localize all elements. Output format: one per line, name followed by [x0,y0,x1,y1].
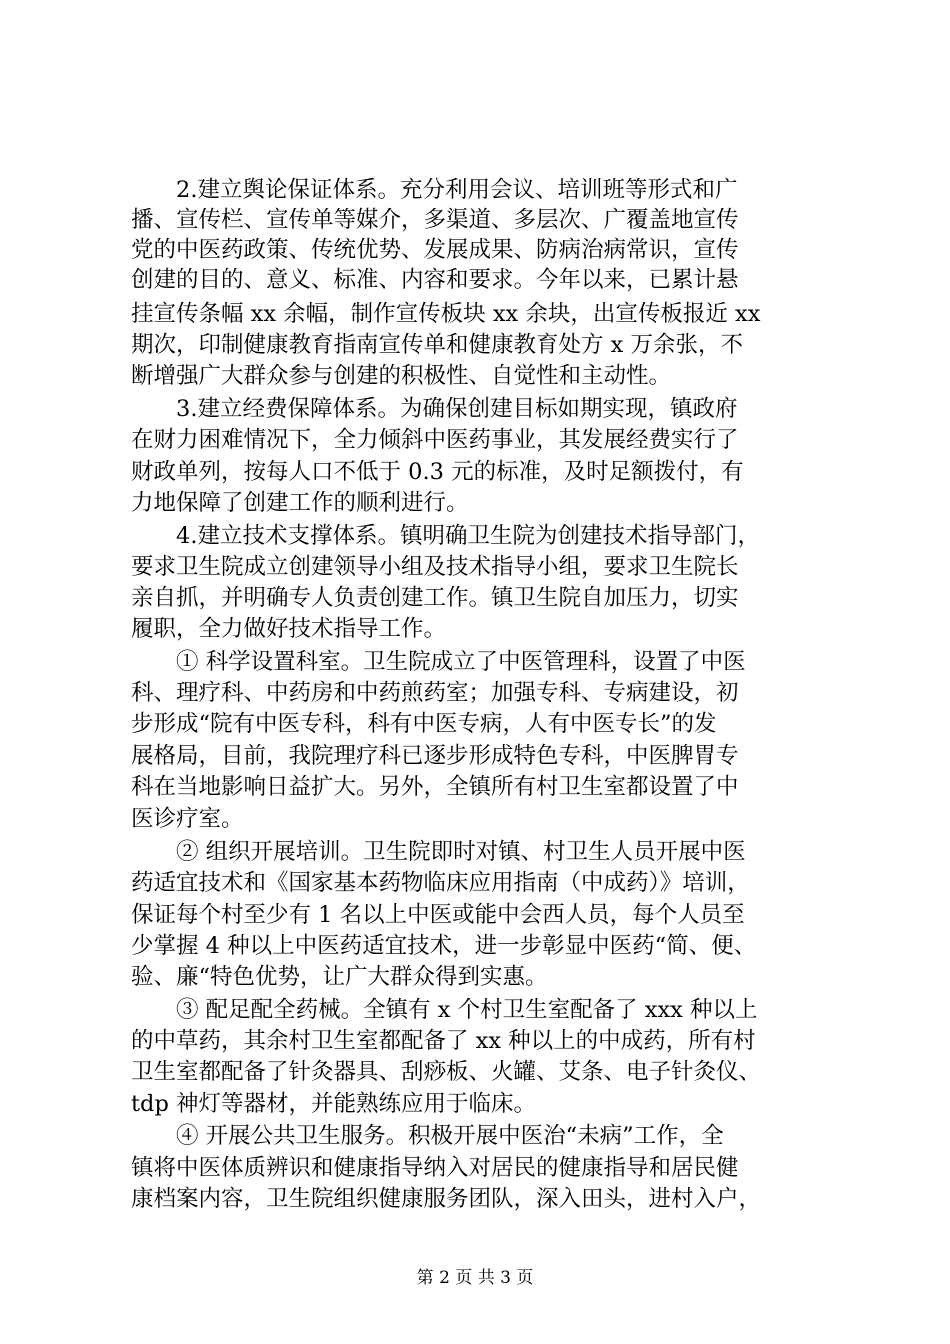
paragraph-line: ① 科学设置科室。卫生院成立了中医管理科，设置了中医 [176,649,746,675]
paragraph-line: 创建的目的、意义、标准、内容和要求。今年以来，已累计悬 [131,267,739,293]
paragraph-line: 验、廉“特色优势，让广大群众得到实惠。 [131,964,548,990]
paragraph-line: 要求卫生院成立创建领导小组及技术指导小组，要求卫生院长 [131,554,739,580]
paragraph-line: 镇将中医体质辨识和健康指导纳入对居民的健康指导和居民健 [131,1155,739,1181]
paragraph-line: 亲自抓，并明确专人负责创建工作。镇卫生院自加压力，切实 [131,585,739,611]
paragraph-line: 履职，全力做好技术指导工作。 [131,616,447,642]
paragraph-line: 断增强广大群众参与创建的积极性、自觉性和主动性。 [131,363,672,389]
paragraph-line: 2.建立舆论保证体系。充分利用会议、培训班等形式和广 [176,177,738,203]
paragraph-line: tdp 神灯等器材，并能熟练应用于临床。 [131,1091,537,1117]
paragraph-line: 的中草药，其余村卫生室都配备了 xx 种以上的中成药，所有村 [131,1028,756,1054]
paragraph-line: 保证每个村至少有 1 名以上中医或能中会西人员，每个人员至 [131,902,745,928]
paragraph-line: 科在当地影响日益扩大。另外，全镇所有村卫生室都设置了中 [131,774,739,800]
paragraph-line: 卫生室都配备了针灸器具、刮痧板、火罐、艾条、电子针灸仪、 [131,1059,762,1085]
paragraph-line: 播、宣传栏、宣传单等媒介，多渠道、多层次、广覆盖地宣传 [131,207,739,233]
paragraph-line: 展格局，目前，我院理疗科已逐步形成特色专科，中医脾胃专 [131,743,739,769]
paragraph-line: 期次，印制健康教育指南宣传单和健康教育处方 x 万余张，不 [131,332,743,358]
paragraph-line: 在财力困难情况下，全力倾斜中医药事业，其发展经费实行了 [131,427,739,453]
paragraph-line: ④ 开展公共卫生服务。积极开展中医治“未病”工作，全 [176,1123,724,1149]
paragraph-line: 力地保障了创建工作的顺利进行。 [131,490,469,516]
paragraph-line: 财政单列，按每人口不低于 0.3 元的标准，及时足额拨付，有 [131,459,744,485]
paragraph-line: ② 组织开展培训。卫生院即时对镇、村卫生人员开展中医 [176,839,746,865]
paragraph-line: 党的中医药政策、传统优势、发展成果、防病治病常识，宣传 [131,237,739,263]
paragraph-line: ③ 配足配全药械。全镇有 x 个村卫生室配备了 xxx 种以上 [176,997,758,1023]
page-number-footer: 第 2 页 共 3 页 [416,1268,534,1288]
paragraph-line: 康档案内容，卫生院组织健康服务团队，深入田头，进村入户， [131,1186,762,1212]
paragraph-line: 少掌握 4 种以上中医药适宜技术，进一步彰显中医药“简、便、 [131,933,757,959]
paragraph-line: 挂宣传条幅 xx 余幅，制作宣传板块 xx 余块，出宣传板报近 xx [131,301,761,327]
paragraph-line: 药适宜技术和《国家基本药物临床应用指南（中成药）》培训， [131,870,750,896]
paragraph-line: 科、理疗科、中药房和中药煎药室；加强专科、专病建设，初 [131,680,739,706]
paragraph-line: 4.建立技术支撑体系。镇明确卫生院为创建技术指导部门， [176,523,760,549]
paragraph-line: 步形成“院有中医专科，科有中医专病，人有中医专长”的发 [131,711,717,737]
paragraph-line: 3.建立经费保障体系。为确保创建目标如期实现，镇政府 [176,396,738,422]
paragraph-line: 医诊疗室。 [131,806,244,832]
